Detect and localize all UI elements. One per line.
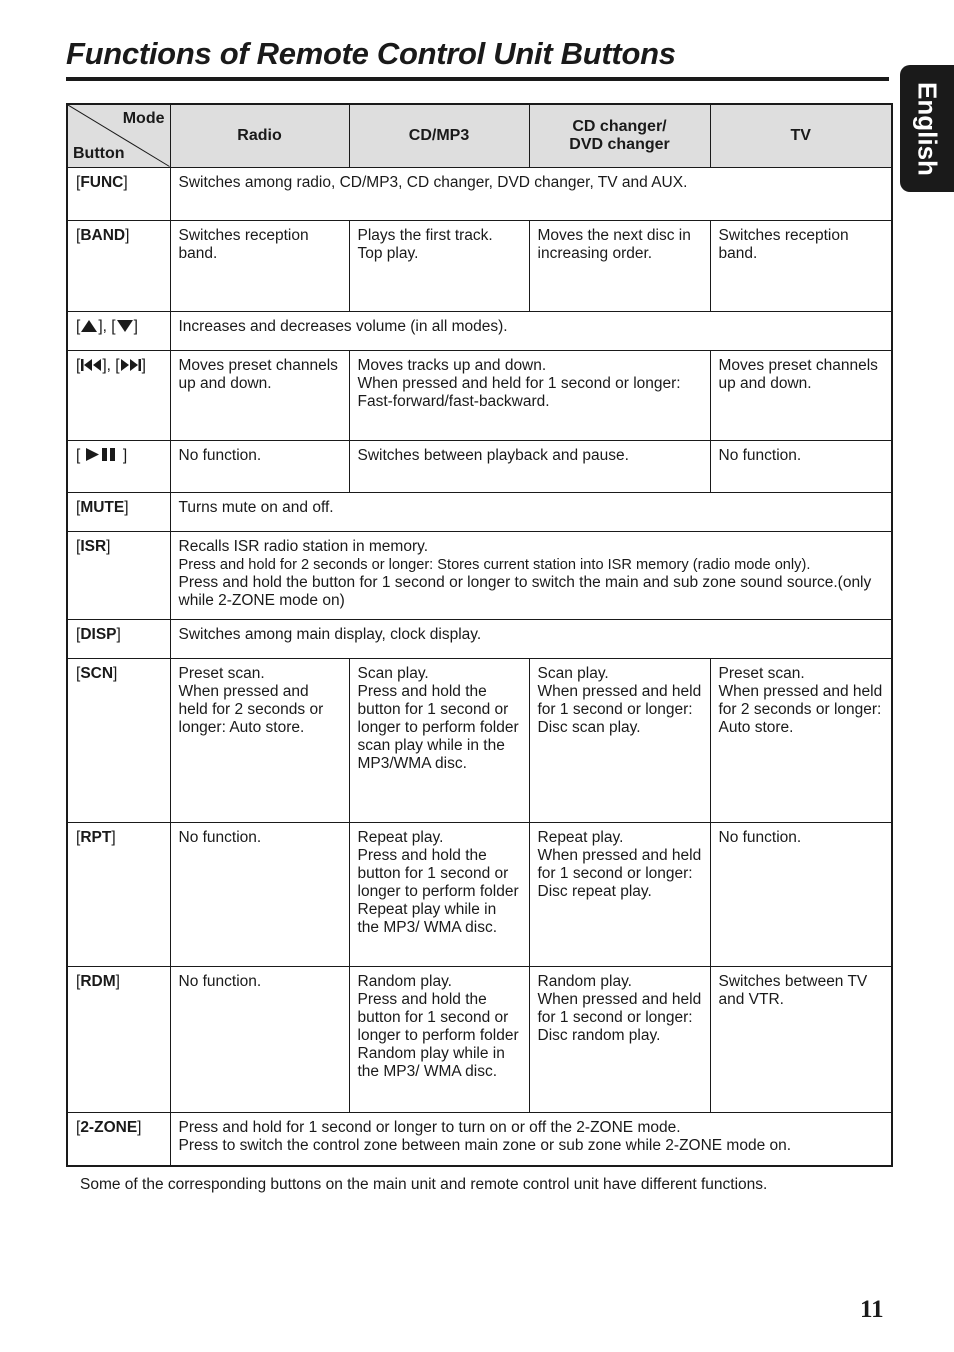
track-radio: Moves preset channels up and down. xyxy=(170,350,349,440)
table-row-track xyxy=(67,350,892,440)
button-cell-disp: [DISP] xyxy=(67,619,170,658)
mute-all-modes: Turns mute on and off. xyxy=(170,492,892,531)
rpt-changer xyxy=(529,822,710,966)
header-cd-dvd-changer xyxy=(529,104,710,167)
scn-changer-line-1: Scan play. xyxy=(537,664,609,682)
triangle-up-icon xyxy=(80,318,98,335)
page-title: Functions of Remote Control Unit Buttons xyxy=(66,36,676,71)
header-cd-mp3: CD/MP3 xyxy=(349,104,529,167)
table-header-row xyxy=(67,104,892,167)
triangle-down-icon xyxy=(116,318,134,335)
footnote: Some of the corresponding buttons on the main unit and remote control unit have different functions. xyxy=(80,1176,768,1193)
rdm-changer-line-2: When pressed and held for 1 second or longer: Disc random play. xyxy=(537,990,702,1044)
rdm-cd xyxy=(349,966,529,1112)
scn-tv xyxy=(710,658,892,822)
scn-cd xyxy=(349,658,529,822)
band-cd xyxy=(349,220,529,311)
zone-line-2: Press to switch the control zone between main zone or sub zone while 2-ZONE mode on. xyxy=(178,1136,792,1154)
table-row-band xyxy=(67,220,892,311)
scn-tv-line-1: Preset scan. xyxy=(718,664,805,682)
rpt-radio: No function. xyxy=(170,822,349,966)
band-radio: Switches reception band. xyxy=(170,220,349,311)
skip-back-icon xyxy=(80,357,102,374)
zone-button-name: 2-ZONE xyxy=(80,1118,138,1136)
track-cd-line-2: When pressed and held for 1 second or longer: xyxy=(357,374,681,392)
functions-table xyxy=(66,103,893,1167)
button-cell-2zone: [2-ZONE] xyxy=(67,1112,170,1166)
rdm-changer-line-1: Random play. xyxy=(537,972,632,990)
rpt-tv: No function. xyxy=(710,822,892,966)
track-cd-line-1: Moves tracks up and down. xyxy=(357,356,547,374)
zone-all-modes xyxy=(170,1112,892,1166)
button-cell-isr: [ISR] xyxy=(67,531,170,619)
playpause-cd-changer: Switches between playback and pause. xyxy=(349,440,710,492)
isr-button-name: ISR xyxy=(80,537,107,555)
band-button-name: BAND xyxy=(80,226,126,244)
disp-button-name: DISP xyxy=(80,625,117,643)
rpt-cd-line-2: Press and hold the button for 1 second or longer to perform folder Repeat play while in the MP3/ WMA disc. xyxy=(357,846,519,936)
button-cell-band: [BAND] xyxy=(67,220,170,311)
language-tab-label: English xyxy=(912,81,943,176)
zone-line-1: Press and hold for 1 second or longer to turn on or off the 2-ZONE mode. xyxy=(178,1118,681,1136)
mode-button-corner-cell xyxy=(67,104,170,167)
track-cd-line-3: Fast-forward/fast-backward. xyxy=(357,392,550,410)
corner-button-label: Button xyxy=(73,144,125,162)
rdm-cd-line-1: Random play. xyxy=(357,972,452,990)
header-radio: Radio xyxy=(170,104,349,167)
band-cd-line-1: Plays the first track. xyxy=(357,226,493,244)
scn-button-name: SCN xyxy=(80,664,114,682)
table-row-playpause xyxy=(67,440,892,492)
table-row-volume xyxy=(67,311,892,350)
skip-forward-icon xyxy=(120,357,142,374)
page-number: 11 xyxy=(860,1296,884,1323)
scn-cd-line-1: Scan play. xyxy=(357,664,429,682)
table-row-rdm xyxy=(67,966,892,1112)
band-tv: Switches reception band. xyxy=(710,220,892,311)
header-cd-changer-line: CD changer/ xyxy=(572,117,667,135)
button-cell-track: [ ], [ ] xyxy=(67,350,170,440)
play-pause-icon xyxy=(85,447,119,464)
scn-tv-line-2: When pressed and held for 2 seconds or longer: Auto store. xyxy=(718,682,883,736)
rpt-cd xyxy=(349,822,529,966)
table-row-scn xyxy=(67,658,892,822)
button-cell-mute: [MUTE] xyxy=(67,492,170,531)
header-tv: TV xyxy=(710,104,892,167)
table-row-2zone xyxy=(67,1112,892,1166)
rdm-changer xyxy=(529,966,710,1112)
rpt-changer-line-2: When pressed and held for 1 second or longer: Disc repeat play. xyxy=(537,846,702,900)
volume-all-modes: Increases and decreases volume (in all modes). xyxy=(170,311,892,350)
func-all-modes: Switches among radio, CD/MP3, CD changer, DVD changer, TV and AUX. xyxy=(170,167,892,220)
table-row-mute xyxy=(67,492,892,531)
button-cell-scn: [SCN] xyxy=(67,658,170,822)
isr-line-2: Press and hold for 2 seconds or longer: Stores current station into ISR memory (radio mode only). xyxy=(178,556,811,573)
rdm-button-name: RDM xyxy=(80,972,116,990)
scn-radio-line-2: When pressed and held for 2 seconds or longer: Auto store. xyxy=(178,682,324,736)
corner-mode-label: Mode xyxy=(122,110,165,127)
button-cell-rpt: [RPT] xyxy=(67,822,170,966)
rpt-changer-line-1: Repeat play. xyxy=(537,828,624,846)
table-row-func xyxy=(67,167,892,220)
header-dvd-changer-line: DVD changer xyxy=(569,135,670,153)
rdm-cd-line-2: Press and hold the button for 1 second or longer to perform folder Random play while in the MP3/ WMA disc. xyxy=(357,990,519,1080)
rdm-radio: No function. xyxy=(170,966,349,1112)
language-tab xyxy=(900,65,954,192)
table-row-disp xyxy=(67,619,892,658)
func-button-name: FUNC xyxy=(80,173,124,191)
button-cell-func: [FUNC] xyxy=(67,167,170,220)
table-row-rpt xyxy=(67,822,892,966)
isr-line-3: Press and hold the button for 1 second or longer to switch the main and sub zone sound source.(only while 2-ZONE mode on) xyxy=(178,573,872,609)
title-rule xyxy=(66,77,889,81)
scn-radio xyxy=(170,658,349,822)
scn-changer xyxy=(529,658,710,822)
disp-all-modes: Switches among main display, clock display. xyxy=(170,619,892,658)
rpt-button-name: RPT xyxy=(80,828,112,846)
scn-cd-line-2: Press and hold the button for 1 second or longer to perform folder scan play while in the MP3/WMA disc. xyxy=(357,682,519,772)
scn-radio-line-1: Preset scan. xyxy=(178,664,265,682)
playpause-radio: No function. xyxy=(170,440,349,492)
band-changer: Moves the next disc in increasing order. xyxy=(529,220,710,311)
table-row-isr xyxy=(67,531,892,619)
band-cd-line-2: Top play. xyxy=(357,244,419,262)
button-cell-playpause: [ ] xyxy=(67,440,170,492)
rpt-cd-line-1: Repeat play. xyxy=(357,828,444,846)
track-cd-changer xyxy=(349,350,710,440)
rdm-tv: Switches between TV and VTR. xyxy=(710,966,892,1112)
scn-changer-line-2: When pressed and held for 1 second or longer: Disc scan play. xyxy=(537,682,702,736)
button-cell-volume: [ ], [ ] xyxy=(67,311,170,350)
isr-all-modes xyxy=(170,531,892,619)
button-cell-rdm: [RDM] xyxy=(67,966,170,1112)
track-tv: Moves preset channels up and down. xyxy=(710,350,892,440)
mute-button-name: MUTE xyxy=(80,498,125,516)
isr-line-1: Recalls ISR radio station in memory. xyxy=(178,537,429,555)
playpause-tv: No function. xyxy=(710,440,892,492)
